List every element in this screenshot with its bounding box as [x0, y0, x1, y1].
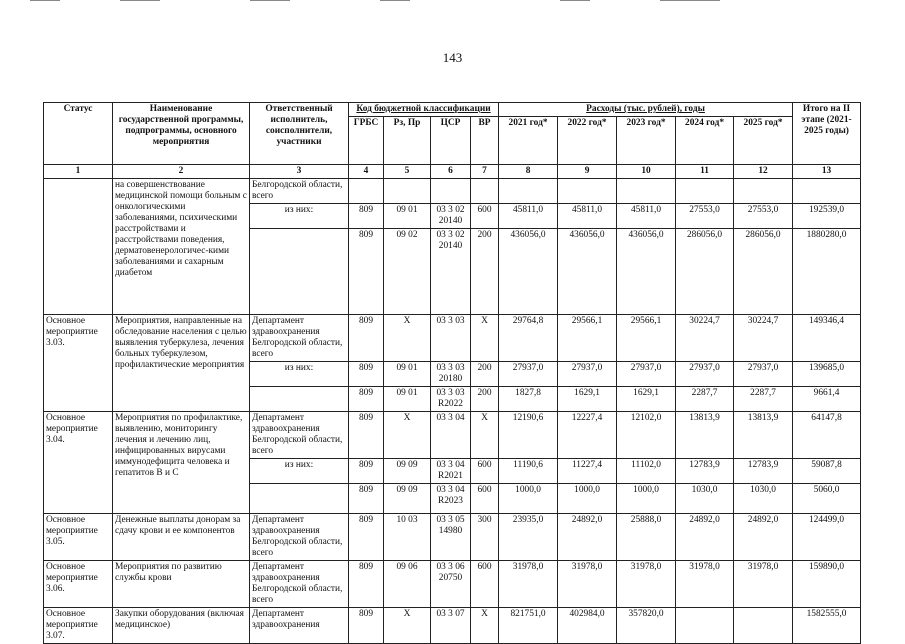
column-number: 3 [250, 165, 349, 179]
csr-cell: 03 3 03 R2022 [431, 387, 471, 412]
header-2021: 2021 год* [499, 117, 558, 165]
value-2024: 24892,0 [676, 514, 734, 561]
scan-top-marks [0, 0, 905, 4]
value-2023: 1629,1 [617, 387, 676, 412]
rzpr-cell: 09 02 [384, 229, 431, 315]
value-total: 149346,4 [793, 315, 861, 362]
column-number: 11 [676, 165, 734, 179]
header-executor: Ответственный исполнитель, соисполнители, участники [250, 103, 349, 165]
vr-cell: 600 [471, 204, 499, 229]
measure-name: Закупки оборудования (включая медицинское) [113, 608, 250, 644]
page-number: 143 [442, 50, 463, 65]
value-2023: 357820,0 [617, 608, 676, 644]
column-number: 2 [113, 165, 250, 179]
grbs-cell: 809 [349, 514, 384, 561]
rzpr-cell: 09 01 [384, 362, 431, 387]
value-2021: 12190,6 [499, 412, 558, 459]
vr-cell: 600 [471, 459, 499, 484]
rzpr-cell: 09 09 [384, 459, 431, 484]
vr-cell: X [471, 608, 499, 644]
value-2023: 11102,0 [617, 459, 676, 484]
header-2023: 2023 год* [617, 117, 676, 165]
executor-cell: Белгородской области, всего [250, 179, 349, 204]
column-number: 10 [617, 165, 676, 179]
value-2025 [734, 608, 793, 644]
rzpr-cell: 09 06 [384, 561, 431, 608]
header-expenses: Расходы (тыс. рублей), годы [499, 103, 793, 117]
value-2025: 24892,0 [734, 514, 793, 561]
value-total: 59087,8 [793, 459, 861, 484]
header-grbs: ГРБС [349, 117, 384, 165]
column-number: 1 [44, 165, 113, 179]
column-number-row [44, 165, 861, 179]
rzpr-cell: 10 03 [384, 514, 431, 561]
table-row [44, 179, 861, 204]
column-number: 7 [471, 165, 499, 179]
value-2021: 1000,0 [499, 484, 558, 514]
rzpr-cell: 09 01 [384, 387, 431, 412]
status-cell: Основное мероприятие 3.07. [44, 608, 113, 644]
csr-cell: 03 3 04 [431, 412, 471, 459]
vr-cell: 200 [471, 362, 499, 387]
csr-cell: 03 3 05 14980 [431, 514, 471, 561]
value-2023: 29566,1 [617, 315, 676, 362]
value-2023: 27937,0 [617, 362, 676, 387]
measure-name: Мероприятия по профилактике, выявлению, мониторингу лечения и лечению лиц, инфицированных вирусами иммунодефицита человека и гепатитов В и С [113, 412, 250, 514]
value-2022: 45811,0 [558, 204, 617, 229]
status-cell: Основное мероприятие 3.04. [44, 412, 113, 514]
value-2025: 13813,9 [734, 412, 793, 459]
grbs-cell: 809 [349, 229, 384, 315]
value-2025: 27553,0 [734, 204, 793, 229]
header-row-1 [44, 103, 861, 117]
grbs-cell: 809 [349, 561, 384, 608]
table-row [44, 561, 861, 608]
executor-cell: Департамент здравоохранения Белгородской области, всего [250, 514, 349, 561]
csr-cell: 03 3 02 20140 [431, 204, 471, 229]
value-total: 159890,0 [793, 561, 861, 608]
value-2021: 436056,0 [499, 229, 558, 315]
csr-cell: 03 3 04 R2023 [431, 484, 471, 514]
value-2024: 31978,0 [676, 561, 734, 608]
value-2024: 27553,0 [676, 204, 734, 229]
column-number: 12 [734, 165, 793, 179]
value-2021: 27937,0 [499, 362, 558, 387]
vr-cell: 600 [471, 484, 499, 514]
budget-table [43, 102, 861, 644]
column-number: 13 [793, 165, 861, 179]
value-2024: 30224,7 [676, 315, 734, 362]
column-number: 5 [384, 165, 431, 179]
value-2021: 1827,8 [499, 387, 558, 412]
value-2025: 12783,9 [734, 459, 793, 484]
header-2025: 2025 год* [734, 117, 793, 165]
status-cell: Основное мероприятие 3.06. [44, 561, 113, 608]
vr-cell: 200 [471, 387, 499, 412]
column-number: 8 [499, 165, 558, 179]
executor-cell: Департамент здравоохранения Белгородской области, всего [250, 561, 349, 608]
value-2023: 25888,0 [617, 514, 676, 561]
value-2025: 31978,0 [734, 561, 793, 608]
rzpr-cell: 09 09 [384, 484, 431, 514]
table-row [44, 608, 861, 644]
csr-cell: 03 3 02 20140 [431, 229, 471, 315]
value-total: 1582555,0 [793, 608, 861, 644]
value-2024: 1030,0 [676, 484, 734, 514]
grbs-cell: 809 [349, 608, 384, 644]
table-row [44, 315, 861, 362]
column-number: 6 [431, 165, 471, 179]
status-cell: Основное мероприятие 3.05. [44, 514, 113, 561]
vr-cell: 300 [471, 514, 499, 561]
executor-cell: Департамент здравоохранения [250, 608, 349, 644]
header-budget-code: Код бюджетной классификации [349, 103, 499, 117]
vr-cell: 200 [471, 229, 499, 315]
value-2022: 31978,0 [558, 561, 617, 608]
value-total: 192539,0 [793, 204, 861, 229]
csr-cell: 03 3 03 20180 [431, 362, 471, 387]
grbs-cell: 809 [349, 387, 384, 412]
value-total: 5060,0 [793, 484, 861, 514]
executor-cell: Департамент здравоохранения Белгородской области, всего [250, 315, 349, 362]
value-2022: 1629,1 [558, 387, 617, 412]
executor-cell [250, 229, 349, 315]
value-2024 [676, 608, 734, 644]
grbs-cell: 809 [349, 412, 384, 459]
value-2021: 11190,6 [499, 459, 558, 484]
value-2022: 12227,4 [558, 412, 617, 459]
vr-cell: 600 [471, 561, 499, 608]
header-2022: 2022 год* [558, 117, 617, 165]
executor-cell [250, 387, 349, 412]
measure-name: Мероприятия по развитию службы крови [113, 561, 250, 608]
csr-cell: 03 3 04 R2021 [431, 459, 471, 484]
rzpr-cell: X [384, 315, 431, 362]
executor-cell: из них: [250, 204, 349, 229]
header-csr: ЦСР [431, 117, 471, 165]
value-2023: 31978,0 [617, 561, 676, 608]
status-cell: Основное мероприятие 3.03. [44, 315, 113, 412]
value-2024: 2287,7 [676, 387, 734, 412]
value-2023: 1000,0 [617, 484, 676, 514]
grbs-cell: 809 [349, 459, 384, 484]
value-2021: 23935,0 [499, 514, 558, 561]
value-2022: 24892,0 [558, 514, 617, 561]
column-number: 9 [558, 165, 617, 179]
measure-name: на совершенствование медицинской помощи больным с онкологическими заболеваниями, психическими расстройствами и расстройствами поведения, дерматовенерологичес-кими заболеваниями и сахарным диабетом [113, 179, 250, 315]
vr-cell: X [471, 315, 499, 362]
value-2025: 1030,0 [734, 484, 793, 514]
value-2022: 402984,0 [558, 608, 617, 644]
table-row [44, 412, 861, 459]
value-total: 139685,0 [793, 362, 861, 387]
value-2023: 12102,0 [617, 412, 676, 459]
value-2022: 27937,0 [558, 362, 617, 387]
value-2022: 11227,4 [558, 459, 617, 484]
column-number: 4 [349, 165, 384, 179]
value-2024: 286056,0 [676, 229, 734, 315]
rzpr-cell: X [384, 412, 431, 459]
value-2022: 29566,1 [558, 315, 617, 362]
value-2022: 1000,0 [558, 484, 617, 514]
rzpr-cell: X [384, 608, 431, 644]
measure-name: Мероприятия, направленные на обследование населения с целью выявления туберкулеза, лечения больных туберкулезом, профилактические мероприятия [113, 315, 250, 412]
value-2025: 27937,0 [734, 362, 793, 387]
value-2022: 436056,0 [558, 229, 617, 315]
value-2021: 29764,8 [499, 315, 558, 362]
header-rzpr: Рз, Пр [384, 117, 431, 165]
vr-cell: X [471, 412, 499, 459]
value-total: 124499,0 [793, 514, 861, 561]
value-2025: 30224,7 [734, 315, 793, 362]
value-2025: 2287,7 [734, 387, 793, 412]
value-2023: 45811,0 [617, 204, 676, 229]
executor-cell: из них: [250, 459, 349, 484]
csr-cell: 03 3 03 [431, 315, 471, 362]
value-total: 9661,4 [793, 387, 861, 412]
value-2024: 13813,9 [676, 412, 734, 459]
header-name: Наименование государственной программы, подпрограммы, основного мероприятия [113, 103, 250, 165]
grbs-cell: 809 [349, 204, 384, 229]
rzpr-cell: 09 01 [384, 204, 431, 229]
header-2024: 2024 год* [676, 117, 734, 165]
table-row [44, 514, 861, 561]
value-2023: 436056,0 [617, 229, 676, 315]
value-2021: 45811,0 [499, 204, 558, 229]
grbs-cell: 809 [349, 484, 384, 514]
executor-cell: Департамент здравоохранения Белгородской области, всего [250, 412, 349, 459]
value-total: 1880280,0 [793, 229, 861, 315]
value-2024: 27937,0 [676, 362, 734, 387]
value-2024: 12783,9 [676, 459, 734, 484]
value-2021: 821751,0 [499, 608, 558, 644]
executor-cell [250, 484, 349, 514]
csr-cell: 03 3 07 [431, 608, 471, 644]
header-total: Итого на II этапе (2021-2025 годы) [793, 103, 861, 165]
measure-name: Денежные выплаты донорам за сдачу крови и ее компонентов [113, 514, 250, 561]
value-total: 64147,8 [793, 412, 861, 459]
executor-cell: из них: [250, 362, 349, 387]
value-2021: 31978,0 [499, 561, 558, 608]
grbs-cell: 809 [349, 315, 384, 362]
header-vr: ВР [471, 117, 499, 165]
header-status: Статус [44, 103, 113, 165]
csr-cell: 03 3 06 20750 [431, 561, 471, 608]
status-cell [44, 179, 113, 315]
value-2025: 286056,0 [734, 229, 793, 315]
grbs-cell: 809 [349, 362, 384, 387]
